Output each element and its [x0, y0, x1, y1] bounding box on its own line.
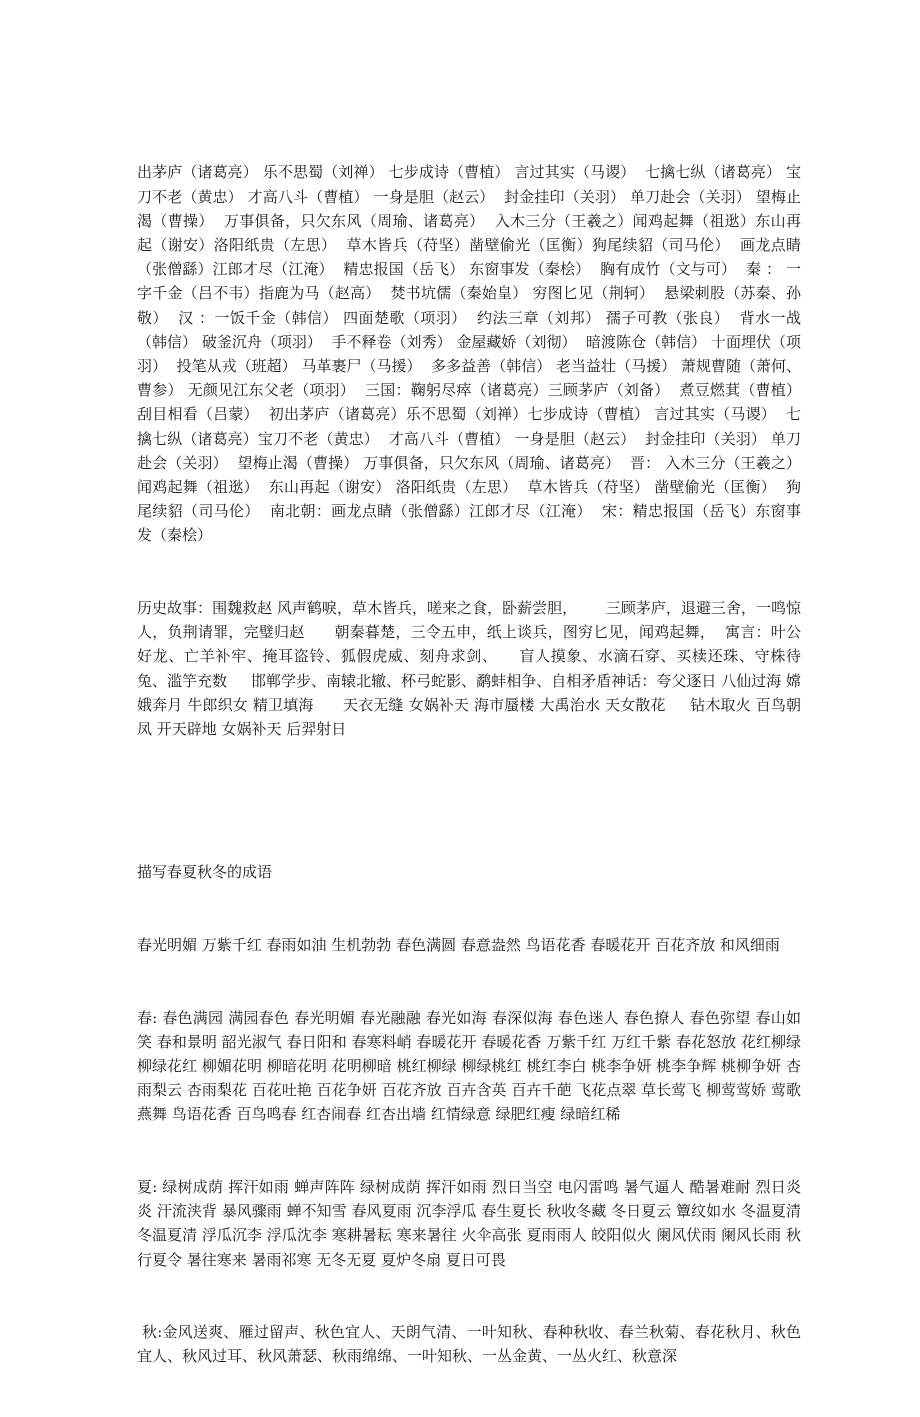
section-title: 描写春夏秋冬的成语 — [137, 863, 273, 882]
summer-paragraph: 夏: 绿树成荫 挥汗如雨 蝉声阵阵 绿树成荫 挥汗如雨 烈日当空 电闪雷鸣 暑气逼人 酷暑难耐 烈日炎炎 汗流浃背 暴风骤雨 蝉不知雪 春风夏雨 沉李浮瓜 春生夏长 秋收冬藏 冬日夏云 簟纹如水 冬温夏清 冬温夏清 浮瓜沉李 浮瓜沈李 寒耕暑耘 寒来暑往 火伞高张 夏雨雨人 皎阳似火 阑风伏雨 阑风长雨 秋行夏令 暑往寒来 暑雨祁寒 无冬无夏 夏炉冬扇 夏日可畏 — [137, 1178, 806, 1269]
idiom-figures-paragraph: 出茅庐（诸葛亮） 乐不思蜀（刘禅） 七步成诗（曹植） 言过其实（马谡） 七擒七纵（诸葛亮） 宝刀不老（黄忠） 才高八斗（曹植） 一身是胆（赵云） 封金挂印（关羽） 单刀赴会（关羽） 望梅止渴（曹操） 万事俱备，只欠东风（周瑜、诸葛亮） 入木三分（王羲之）闻鸡起舞（祖逖）东山再起（谢安）洛阳纸贵（左思） 草木皆兵（苻坚）凿壁偷光（匡衡）狗尾续貂（司马伦） 画龙点睛（张僧繇）江郎才尽（江淹） 精忠报国（岳飞） 东窗事发（秦桧） 胸有成竹（文与可） 秦 ： 一字千金（吕不韦）指鹿为马（赵高） 焚书坑儒（秦始皇） 穷图匕见（荆轲） 悬梁刺股（苏秦、孙敬） 汉 ：一饭千金（韩信） 四面楚歌（项羽） 约法三章（刘邦） 孺子可教（张良） 背水一战（韩信） 破釜沉舟（项羽） 手不释卷（刘秀） 金屋藏娇（刘彻） 暗渡陈仓（韩信） 十面埋伏（项羽） 投笔从戎（班超） 马革裹尸（马援） 多多益善（韩信） 老当益壮（马援） 萧规曹随（萧何、曹参） 无颜见江东父老（项羽） 三国：鞠躬尽瘁（诸葛亮）三顾茅庐（刘备） 煮豆燃萁（曹植） 刮目相看（吕蒙） 初出茅庐（诸葛亮）乐不思蜀（刘禅）七步成诗（曹植） 言过其实（马谡） 七擒七纵（诸葛亮）宝刀不老（黄忠） 才高八斗（曹植） 一身是胆（赵云） 封金挂印（关羽） 单刀赴会（关羽） 望梅止渴（曹操） 万事俱备，只欠东风（周瑜、诸葛亮） 晋： 入木三分（王羲之）闻鸡起舞（祖逖） 东山再起（谢安） 洛阳纸贵（左思） 草木皆兵（苻坚） 凿壁偷光（匡衡） 狗尾续貂（司马伦） 南北朝：画龙点睛（张僧繇）江郎才尽（江淹） 宋：精忠报国（岳飞）东窗事发（秦桧） — [137, 163, 806, 545]
season-intro-paragraph: 春光明媚 万紫千红 春雨如油 生机勃勃 春色满圆 春意盎然 鸟语花香 春暖花开 百花齐放 和风细雨 — [137, 936, 780, 955]
idiom-section-seasons — [137, 812, 806, 1417]
spring-paragraph: 春: 春色满园 满园春色 春光明媚 春光融融 春光如海 春深似海 春色迷人 春色撩人 春色弥望 春山如笑 春和景明 韶光淑气 春日阳和 春寒料峭 春暖花开 春暖花香 万紫千红 万红千紫 春花怒放 花红柳绿 柳绿花红 柳媚花明 柳暗花明 花明柳暗 桃红柳绿 柳绿桃红 桃红李白 桃李争妍 桃李争辉 桃柳争妍 杏雨梨云 杏雨梨花 百花吐艳 百花争妍 百花齐放 百卉含英 百卉千葩 飞花点翠 草长莺飞 柳莺莺娇 莺歌燕舞 鸟语花香 百鸟鸣春 红杏闹春 红杏出墙 红情绿意 绿肥红瘦 绿暗红稀 — [137, 1008, 806, 1124]
idiom-section-history — [137, 112, 806, 790]
autumn-paragraph: 秋:金风送爽、雁过留声、秋色宜人、天朗气清、一叶知秋、春种秋收、春兰秋菊、春花秋月、秋色宜人、秋风过耳、秋风萧瑟、秋雨绵绵、一叶知秋、一丛金黄、一丛火红、秋意深 — [137, 1323, 801, 1366]
idiom-stories-paragraph: 历史故事：围魏救赵 风声鹤唳，草木皆兵，嗟来之食，卧薪尝胆， 三顾茅庐，退避三舍，一鸣惊人，负荆请罪，完璧归赵 朝秦暮楚，三令五申，纸上谈兵，图穷匕见，闻鸡起舞， 寓言：叶公好龙、亡羊补牢、掩耳盗铃、狐假虎威、刻舟求剑、 盲人摸象、水滴石穿、买椟还珠、守株待兔、滥竽充数 邯郸学步、南辕北辙、杯弓蛇影、鹬蚌相争、自相矛盾神话：夸父逐日 八仙过海 嫦娥奔月 牛郎织女 精卫填海 天衣无缝 女娲补天 海市蜃楼 大禹治水 天女散花 钻木取火 百鸟朝凤 开天辟地 女娲补天 后羿射日 — [137, 599, 801, 739]
